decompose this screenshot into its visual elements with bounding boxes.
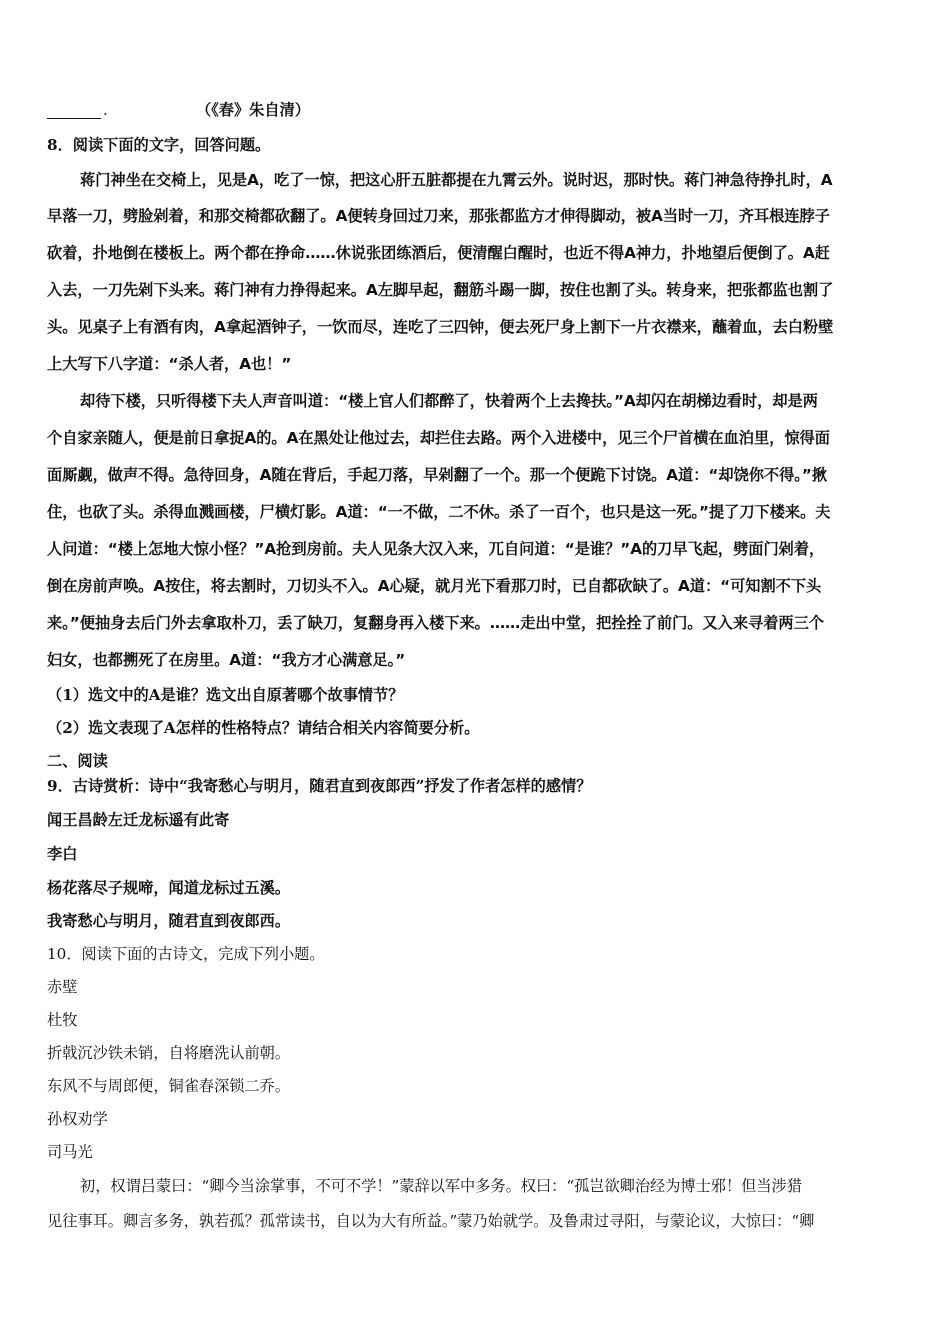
q8-passage-line: 来。”便抽身去后门外去拿取朴刀，丢了缺刀，复翻身再入楼下来。……走出中堂，把拴拴了前门。又入来寻着两三个: [47, 614, 824, 632]
q8-passage-line: 早落一刀，劈脸剁着，和那交椅都砍翻了。A便转身回过刀来，那张都监方才伸得脚动，被A当时一刀，齐耳根连脖子: [47, 207, 830, 225]
section-heading: 二、阅读: [47, 752, 108, 770]
q9-poem-title: 闻王昌龄左迁龙标遥有此寄: [47, 811, 230, 829]
q8-passage-line: 头。见桌子上有酒有肉，A拿起酒钟子，一饮而尽，连吃了三四钟，便去死尸身上割下一片衣襟来，蘸着血，去白粉壁: [47, 318, 834, 336]
q8-passage-line: 却待下楼，只听得楼下夫人声音叫道：“楼上官人们都醉了，快着两个上去搀扶。”A却闪在胡梯边看时，却是两: [80, 392, 818, 410]
q9-title: 9．古诗赏析：诗中“我寄愁心与明月，随君直到夜郎西”抒发了作者怎样的感情？: [47, 777, 592, 795]
source-citation: （《春》朱自清）: [196, 101, 310, 119]
q10-poem-title: 赤壁: [47, 978, 78, 996]
q9-poem-line: 杨花落尽子规啼，闻道龙标过五溪。: [47, 879, 290, 897]
q8-subquestion-2: （2）选文表现了A怎样的性格特点？请结合相关内容简要分析。: [47, 719, 480, 737]
q8-passage-line: 蒋门神坐在交椅上，见是A，吃了一惊，把这心肝五脏都提在九霄云外。说时迟，那时快。蒋门神急待挣扎时，A: [80, 171, 833, 189]
q9-poem-line: 我寄愁心与明月，随君直到夜郎西。: [47, 912, 290, 930]
blank-period: .: [103, 101, 108, 119]
q9-poem-author: 李白: [47, 845, 78, 863]
q8-passage-line: 砍着，扑地倒在楼板上。两个都在挣命……休说张团练酒后，便清醒白醒时，也近不得A神力，扑地望后便倒了。A赶: [47, 244, 830, 262]
q10-prose-author: 司马光: [47, 1143, 93, 1161]
q8-title: 8．阅读下面的文字，回答问题。: [47, 136, 271, 154]
q10-poem-line: 东风不与周郎便，铜雀春深锁二乔。: [47, 1077, 290, 1095]
q8-passage-line: 入去，一刀先剁下头来。蒋门神有力挣得起来。A左脚早起，翻筋斗踢一脚，按住也割了头。转身来，把张都监也割了: [47, 281, 834, 299]
q10-prose-title: 孙权劝学: [47, 1110, 108, 1128]
q10-title: 10．阅读下面的古诗文，完成下列小题。: [47, 945, 325, 963]
q8-passage-line: 倒在房前声唤。A按住，将去割时，刀切头不入。A心疑，就月光下看那刀时，已自都砍缺了。A道：“可知割不下头: [47, 577, 822, 595]
q8-passage-line: 上大写下八字道：“杀人者，A也！”: [47, 355, 292, 373]
q8-passage-line: 个自家亲随人，便是前日拿捉A的。A在黑处让他过去，却拦住去路。两个入进楼中，见三个尸首横在血泊里，惊得面: [47, 429, 830, 447]
q8-passage-line: 住，也砍了头。杀得血溅画楼，尸横灯影。A道：“一不做，二不休。杀了一百个，也只是这一死。”提了刀下楼来。夫: [47, 503, 831, 521]
q8-passage-line: 面厮觑，做声不得。急待回身，A随在背后，手起刀落，早剁翻了一个。那一个便跪下讨饶。A道：“却饶你不得。”揪: [47, 466, 828, 484]
q8-passage-line: 妇女，也都搠死了在房里。A道：“我方才心满意足。”: [47, 651, 406, 669]
q8-passage-line: 人问道：“楼上怎地大惊小怪？”A抢到房前。夫人见条大汉入来，兀自问道：“是谁？”A的刀早飞起，劈面门剁着，: [47, 540, 825, 558]
answer-blank-line: [47, 118, 101, 119]
q10-poem-author: 杜牧: [47, 1011, 78, 1029]
q10-prose-line: 初，权谓吕蒙曰：“卿今当涂掌事，不可不学！”蒙辞以军中多务。权曰：“孤岂欲卿治经为博士邪！但当涉猎: [80, 1177, 802, 1195]
q8-subquestion-1: （1）选文中的A是谁？选文出自原著哪个故事情节？: [47, 686, 404, 704]
q10-prose-line: 见往事耳。卿言多务，孰若孤？孤常读书，自以为大有所益。”蒙乃始就学。及鲁肃过寻阳，与蒙论议，大惊曰：“卿: [47, 1212, 815, 1230]
q10-poem-line: 折戟沉沙铁未销，自将磨洗认前朝。: [47, 1044, 290, 1062]
